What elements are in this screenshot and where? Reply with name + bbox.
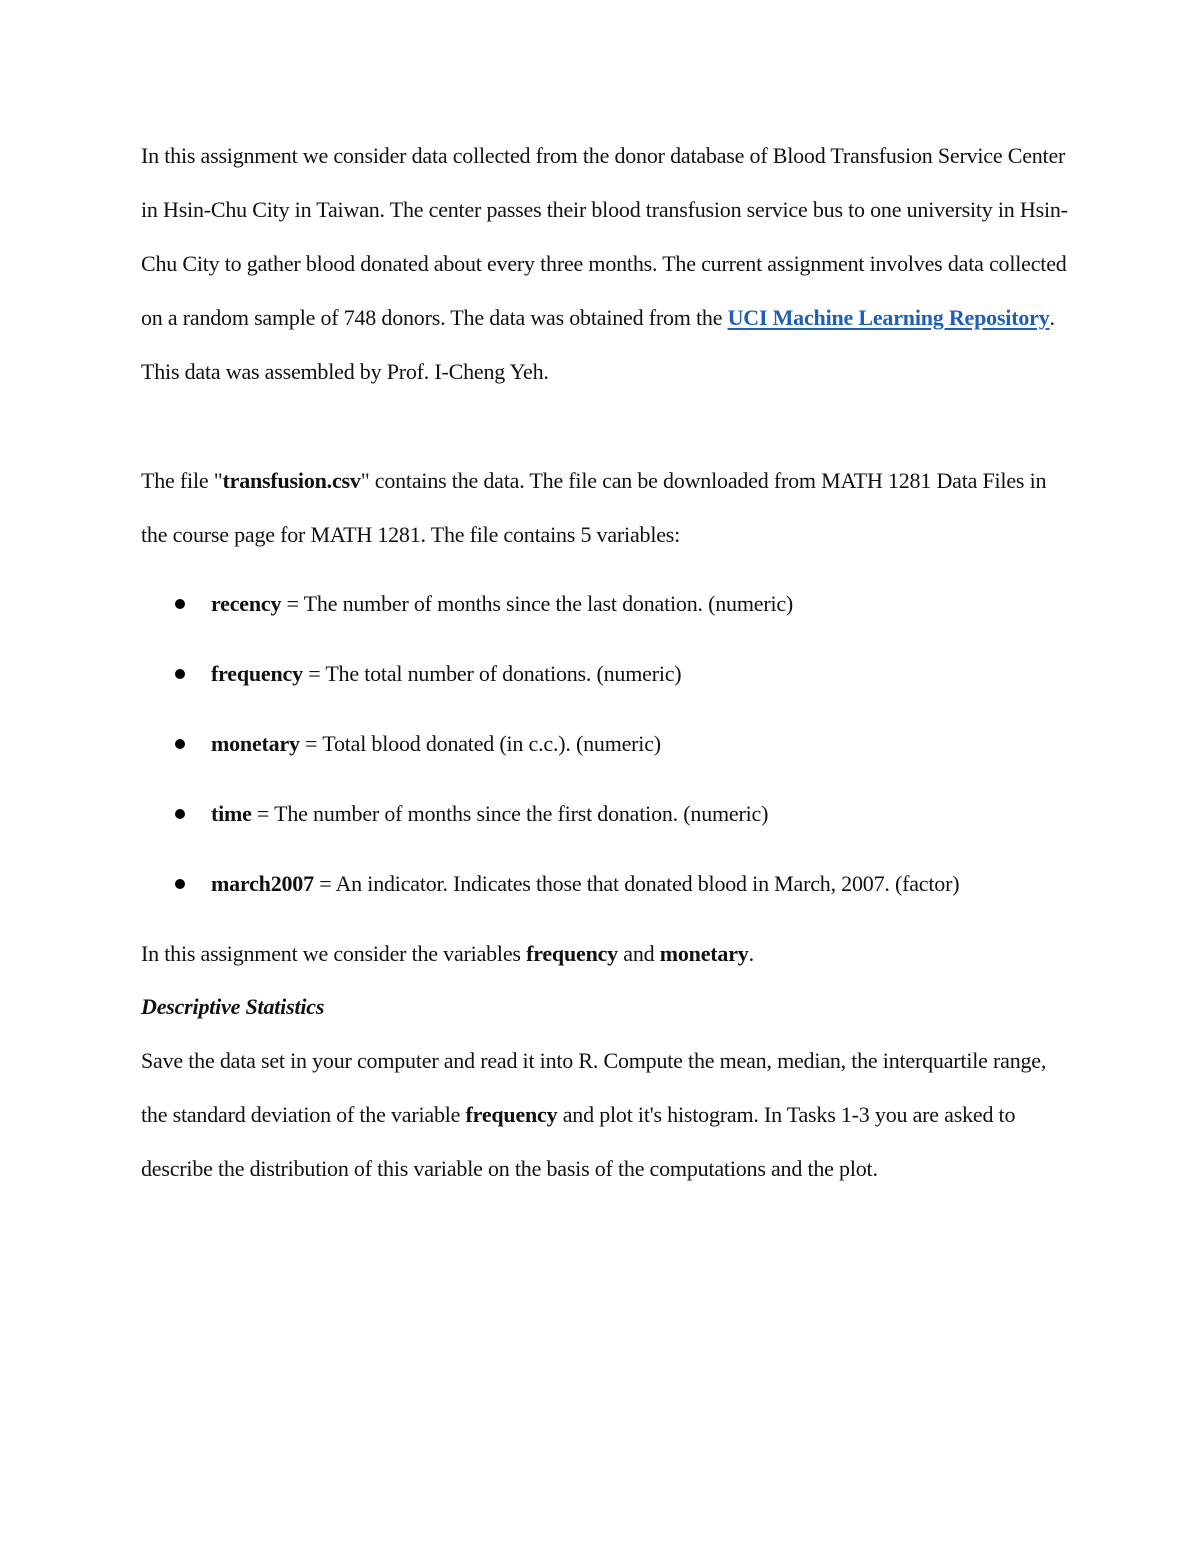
variable-name: march2007	[211, 871, 314, 896]
file-text-start: The file "	[141, 468, 223, 493]
variable-name: time	[211, 801, 252, 826]
intro-text-start: In this assignment we consider data collected from the donor database of Blood Transfusion Service Center in Hsin-Chu City in Taiwan. The center passes their blood transfusion service bus to one university in Hsin-Chu City to gather blood donated about every three months. The current assignment involves data collected on a random sample of 748 donors. The data was obtained from the	[141, 143, 1068, 330]
list-item-march2007	[0, 854, 1100, 924]
list-item-time	[0, 784, 1100, 854]
uci-repository-link[interactable]: UCI Machine Learning Repository	[727, 305, 1050, 330]
bullet-icon	[175, 669, 185, 679]
variable-name: frequency	[211, 661, 303, 686]
task-text-end: and plot it's histogram. In Tasks 1-3 you are asked to describe the distribution of this variable on the basis of the computations and the plot.	[141, 1102, 1016, 1181]
bullet-icon	[175, 739, 185, 749]
variable-description: = The number of months since the last donation. (numeric)	[281, 591, 794, 616]
variables-list	[0, 574, 1100, 924]
variable-entry	[211, 574, 793, 634]
consider-variable-monetary: monetary	[659, 941, 749, 966]
variable-description: = Total blood donated (in c.c.). (numeric)	[299, 731, 661, 756]
file-text-end: " contains the data. The file can be downloaded from MATH 1281 Data Files in the course page for MATH 1281. The file contains 5 variables:	[141, 468, 1047, 547]
bullet-icon	[175, 879, 185, 889]
variable-description: = The total number of donations. (numeric)	[302, 661, 682, 686]
consider-text-middle: and	[617, 941, 660, 966]
list-item-monetary	[0, 714, 1100, 784]
task-paragraph	[141, 1034, 1071, 1196]
variable-description: = The number of months since the first donation. (numeric)	[251, 801, 769, 826]
variable-description: = An indicator. Indicates those that donated blood in March, 2007. (factor)	[313, 871, 960, 896]
file-name: transfusion.csv	[222, 468, 361, 493]
file-paragraph	[141, 454, 1071, 562]
variable-entry	[211, 644, 681, 704]
variable-entry	[211, 784, 768, 844]
variable-name: recency	[211, 591, 282, 616]
list-item-frequency	[0, 644, 1100, 714]
section-heading: Descriptive Statistics	[141, 994, 325, 1019]
intro-text-end: . This data was assembled by Prof. I-Cheng Yeh.	[141, 305, 1055, 384]
task-text-start: Save the data set in your computer and read it into R. Compute the mean, median, the interquartile range, the standard deviation of the variable	[141, 1048, 1047, 1127]
bullet-icon	[175, 599, 185, 609]
variables-considered-paragraph	[141, 927, 1071, 981]
variable-entry	[211, 854, 959, 914]
consider-variable-frequency: frequency	[526, 941, 618, 966]
consider-text-start: In this assignment we consider the variables	[141, 941, 527, 966]
variable-name: monetary	[211, 731, 300, 756]
task-variable: frequency	[465, 1102, 558, 1127]
bullet-icon	[175, 809, 185, 819]
intro-paragraph	[141, 129, 1071, 399]
list-item-recency	[0, 574, 1100, 644]
variable-entry	[211, 714, 661, 774]
consider-text-end: .	[748, 941, 754, 966]
